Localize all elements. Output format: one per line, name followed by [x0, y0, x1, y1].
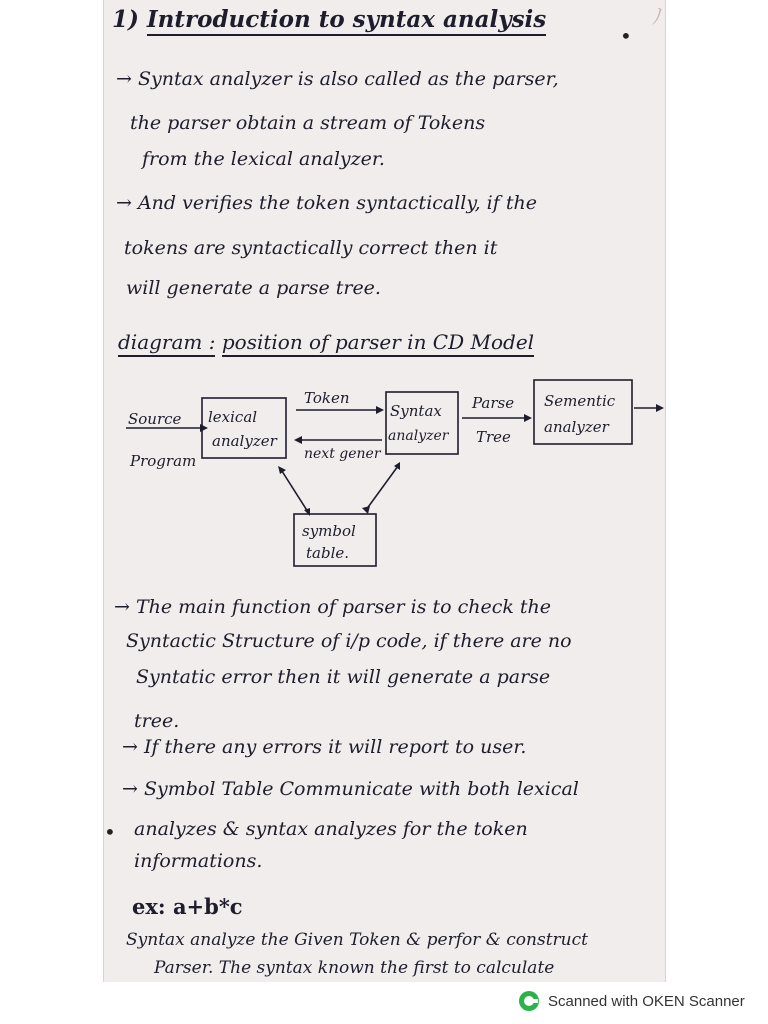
para2-line3: will generate a parse tree. [126, 277, 381, 299]
para1-line1: → Syntax analyzer is also called as the parser, [116, 68, 559, 90]
scanner-footer [518, 990, 745, 1012]
next-token-label: next gener [304, 446, 381, 462]
source-label-1: Source [128, 410, 182, 428]
para1-line2: the parser obtain a stream of Tokens [130, 112, 486, 134]
corner-mark: ﾉ [652, 5, 664, 30]
para6-line1: Syntax analyze the Given Token & perfor & construct [126, 930, 588, 950]
syntax-symbol-arrowhead-bottom [362, 506, 370, 514]
semantic-out-arrowhead [656, 404, 664, 412]
page-title: Introduction to syntax analysis [147, 6, 546, 36]
parse-label-1: Parse [472, 394, 515, 412]
syntax-label-2: analyzer [388, 428, 449, 444]
lexical-label-1: lexical [208, 408, 258, 426]
para1-line3: from the lexical analyzer. [142, 148, 385, 170]
para5-line1: → Symbol Table Communicate with both lexical [122, 778, 579, 800]
diagram-caption: position of parser in CD Model [222, 330, 534, 357]
example-expression: ex: a+b*c [132, 894, 243, 919]
syntax-symbol-link [366, 466, 398, 510]
scanner-text: Scanned with OKEN Scanner [548, 992, 745, 1010]
syntax-label-1: Syntax [390, 402, 442, 420]
lexical-label-2: analyzer [212, 432, 277, 450]
para3-line1: → The main function of parser is to check the [114, 596, 552, 618]
semantic-label-2: analyzer [544, 418, 609, 436]
parse-tree-arrowhead [524, 414, 532, 422]
lexical-symbol-arrowhead-top [278, 466, 286, 474]
parse-label-2: Tree [476, 428, 511, 446]
title-number: 1) [112, 6, 139, 33]
token-arrowhead [376, 406, 384, 414]
para4-line1: → If there any errors it will report to user. [122, 736, 527, 758]
symbol-label-1: symbol [302, 522, 356, 540]
para2-line2: tokens are syntactically correct then it [124, 237, 498, 259]
ink-dot: • [620, 24, 632, 48]
para2-line1: → And verifies the token syntactically, if the [116, 192, 537, 214]
source-label-2: Program [130, 452, 197, 470]
syntax-symbol-arrowhead-top [394, 462, 400, 470]
lexical-symbol-link [280, 468, 308, 512]
parser-position-diagram [104, 370, 665, 570]
para3-line4: tree. [134, 710, 180, 732]
symbol-label-2: table. [306, 544, 350, 562]
para3-line2: Syntactic Structure of i/p code, if there are no [126, 630, 572, 652]
para5-line2: analyzes & syntax analyzes for the token [134, 818, 528, 840]
para3-line3: Syntatic error then it will generate a parse [136, 666, 551, 688]
page-title-row [112, 6, 546, 33]
notebook-page [103, 0, 666, 982]
diagram-heading-row [118, 330, 534, 354]
diagram-heading: diagram : [118, 330, 215, 357]
next-token-arrowhead [294, 436, 302, 444]
para5-line3: informations. [134, 850, 263, 872]
scanner-logo-icon [518, 990, 540, 1012]
source-arrowhead [200, 424, 208, 432]
para6-line2: Parser. The syntax known the first to calculate [154, 958, 555, 978]
token-label: Token [304, 389, 350, 407]
semantic-label-1: Sementic [544, 392, 616, 410]
ink-dot: • [104, 820, 116, 844]
